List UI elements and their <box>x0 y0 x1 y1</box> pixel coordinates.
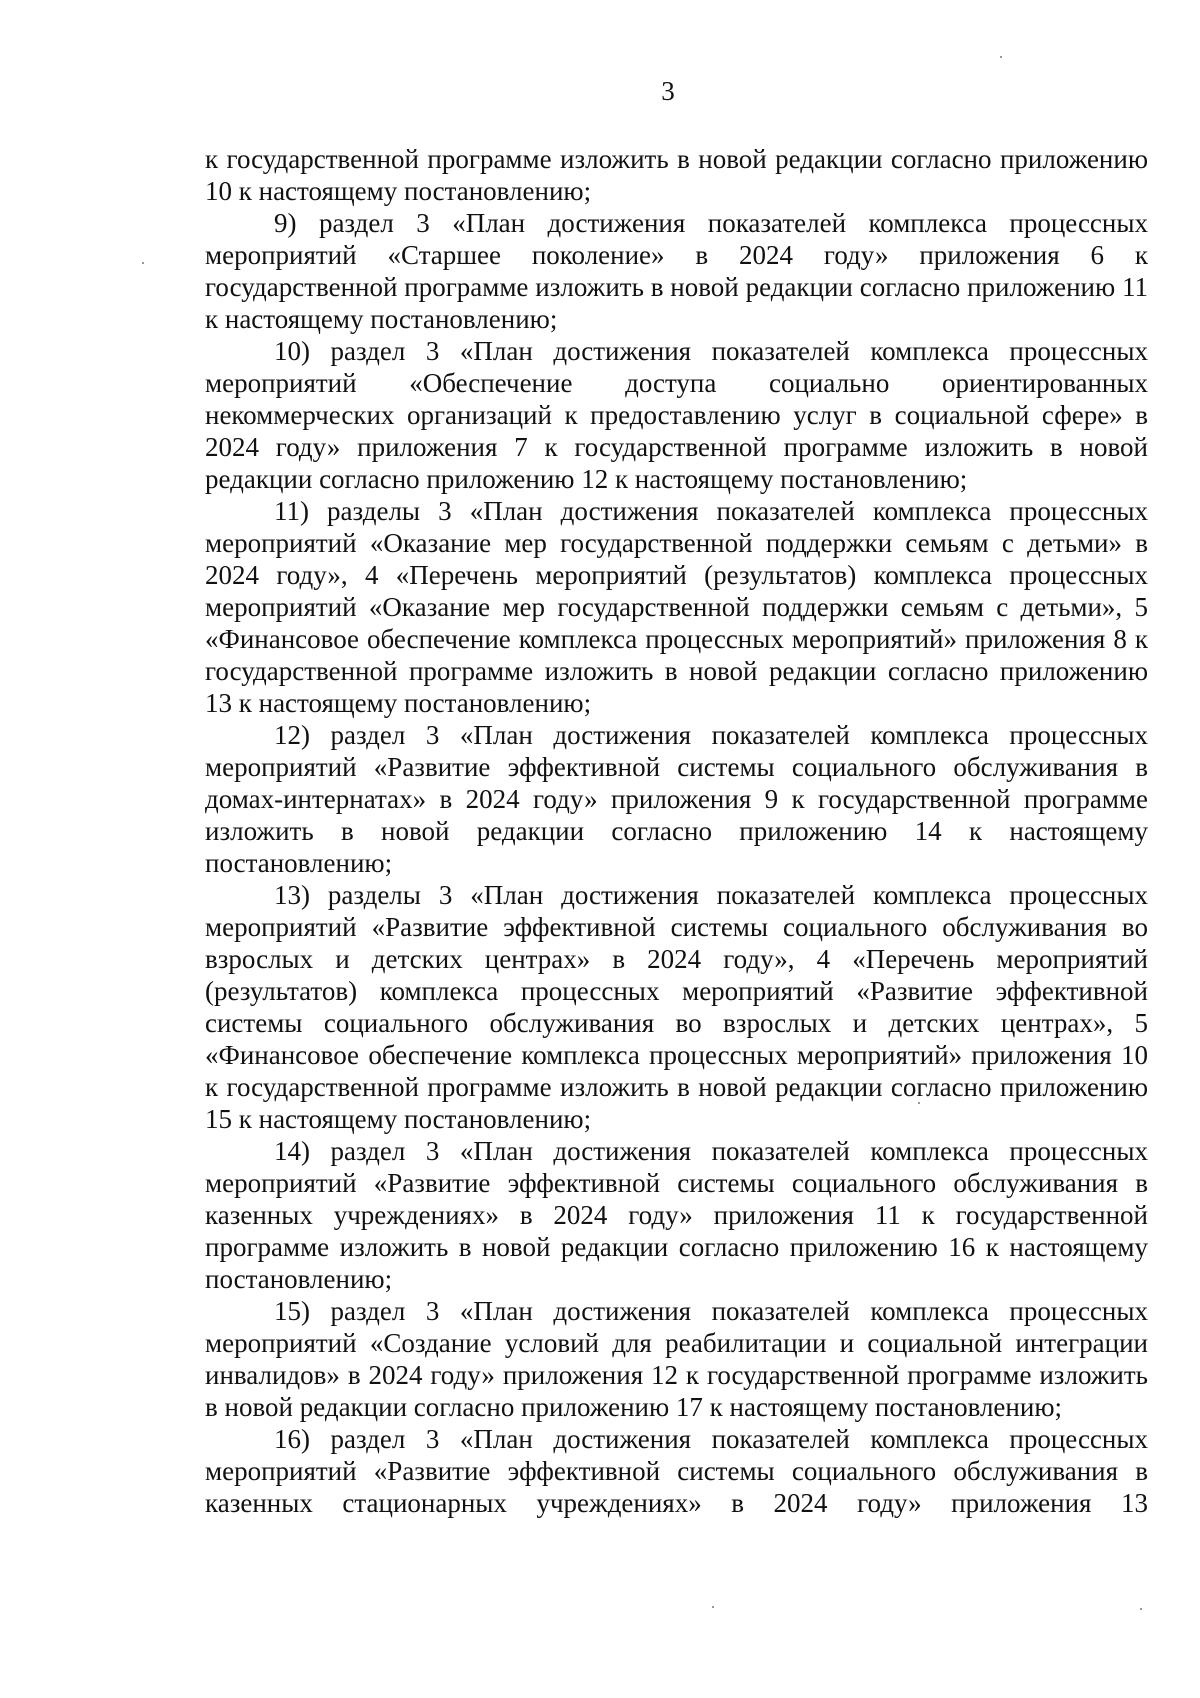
scan-speck <box>918 1102 920 1104</box>
paragraph-item-12: 12) раздел 3 «План достижения показателей комплекса процессных мероприятий «Развитие эффективной системы социального обслуживания в домах-интернатах» в 2024 году» приложения 9 к государственной программе изложить в новой редакции согласно приложению 14 к настоящему постановлению; <box>205 720 1148 878</box>
page-number: 3 <box>661 76 675 106</box>
scan-speck <box>1140 1608 1142 1610</box>
paragraph-item-9: 9) раздел 3 «План достижения показателей комплекса процессных мероприятий «Старшее поколение» в 2024 году» приложения 6 к государственной программе изложить в новой редакции согласно приложению 11 к настоящему постановлению; <box>205 208 1148 334</box>
scan-speck <box>142 262 144 264</box>
document-body <box>205 143 1148 1519</box>
paragraph-continuation: к государственной программе изложить в новой редакции согласно приложению 10 к настоящему постановлению; <box>205 144 1148 206</box>
paragraph-item-13: 13) разделы 3 «План достижения показателей комплекса процессных мероприятий «Развитие эффективной системы социального обслуживания во взрослых и детских центрах» в 2024 году», 4 «Перечень мероприятий (результатов) комплекса процессных мероприятий «Развитие эффективной системы социального обслуживания во взрослых и детских центрах», 5 «Финансовое обеспечение комплекса процессных мероприятий» приложения 10 к государственной программе изложить в новой редакции согласно приложению 15 к настоящему постановлению; <box>205 880 1148 1134</box>
paragraph-item-14: 14) раздел 3 «План достижения показателей комплекса процессных мероприятий «Развитие эффективной системы социального обслуживания в казенных учреждениях» в 2024 году» приложения 11 к государственной программе изложить в новой редакции согласно приложению 16 к настоящему постановлению; <box>205 1136 1148 1294</box>
scan-speck <box>1000 56 1002 58</box>
paragraph-item-10: 10) раздел 3 «План достижения показателей комплекса процессных мероприятий «Обеспечение доступа социально ориентированных некоммерческих организаций к предоставлению услуг в социальной сфере» в 2024 году» приложения 7 к государственной программе изложить в новой редакции согласно приложению 12 к настоящему постановлению; <box>205 336 1148 494</box>
paragraph-item-11: 11) разделы 3 «План достижения показателей комплекса процессных мероприятий «Оказание мер государственной поддержки семьям с детьми» в 2024 году», 4 «Перечень мероприятий (результатов) комплекса процессных мероприятий «Оказание мер государственной поддержки семьям с детьми», 5 «Финансовое обеспечение комплекса процессных мероприятий» приложения 8 к государственной программе изложить в новой редакции согласно приложению 13 к настоящему постановлению; <box>205 496 1148 718</box>
paragraph-item-16: 16) раздел 3 «План достижения показателей комплекса процессных мероприятий «Развитие эффективной системы социального обслуживания в казенных стационарных учреждениях» в 2024 году» приложения 13 <box>205 1424 1148 1518</box>
scan-speck <box>712 1606 714 1608</box>
paragraph-item-15: 15) раздел 3 «План достижения показателей комплекса процессных мероприятий «Создание условий для реабилитации и социальной интеграции инвалидов» в 2024 году» приложения 12 к государственной программе изложить в новой редакции согласно приложению 17 к настоящему постановлению; <box>205 1296 1148 1422</box>
